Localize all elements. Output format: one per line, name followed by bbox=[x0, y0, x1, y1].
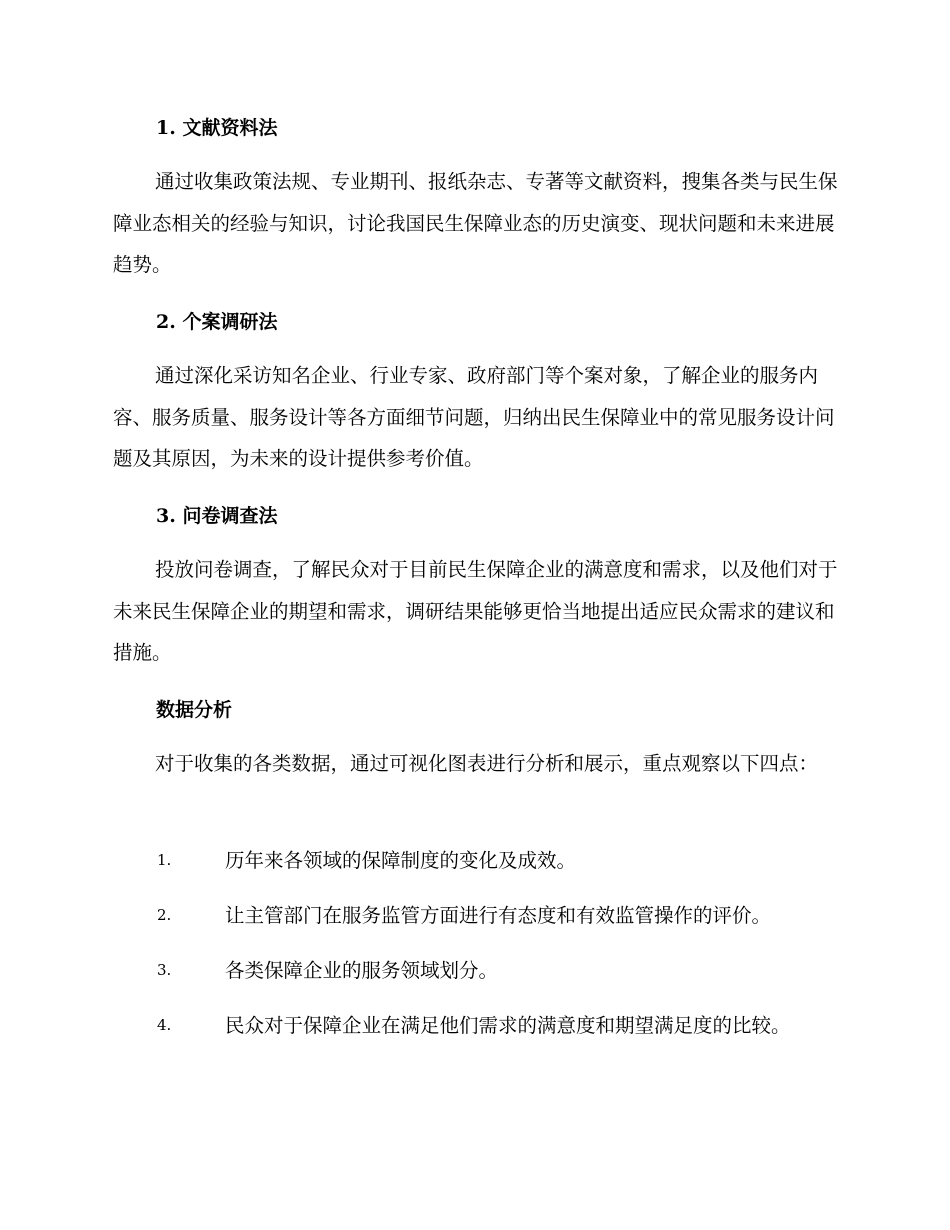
list-item-text: 历年来各领域的保障制度的变化及成效。 bbox=[225, 849, 577, 872]
list-item-text: 让主管部门在服务监管方面进行有态度和有效监管操作的评价。 bbox=[225, 904, 772, 927]
list-item-text: 各类保障企业的服务领域划分。 bbox=[225, 959, 499, 982]
list-item bbox=[113, 1005, 843, 1047]
list-item bbox=[113, 840, 843, 882]
data-analysis-intro: 对于收集的各类数据，通过可视化图表进行分析和展示，重点观察以下四点： bbox=[155, 752, 819, 775]
section-paragraph-literature: 通过收集政策法规、专业期刊、报纸杂志、专著等文献资料，搜集各类与民生保障业态相关的经验与知识，讨论我国民生保障业态的历史演变、现状问题和未来进展趋势。 bbox=[113, 170, 838, 276]
section-heading-literature: 1. 文献资料法 bbox=[156, 117, 278, 139]
section-heading-data-analysis: 数据分析 bbox=[156, 699, 233, 721]
list-item-number: 4. bbox=[157, 1016, 172, 1034]
list-item-text: 民众对于保障企业在满足他们需求的满意度和期望满足度的比较。 bbox=[225, 1014, 791, 1037]
section-heading-case-study: 2. 个案调研法 bbox=[156, 311, 278, 333]
list-item-number: 2. bbox=[157, 906, 172, 924]
section-heading-questionnaire: 3. 问卷调查法 bbox=[156, 505, 278, 527]
list-item bbox=[113, 895, 843, 937]
list-item-number: 1. bbox=[157, 851, 172, 869]
section-paragraph-questionnaire: 投放问卷调查，了解民众对于目前民生保障企业的满意度和需求，以及他们对于未来民生保障企业的期望和需求，调研结果能够更恰当地提出适应民众需求的建议和措施。 bbox=[113, 558, 838, 664]
section-paragraph-case-study: 通过深化采访知名企业、行业专家、政府部门等个案对象，了解企业的服务内容、服务质量、服务设计等各方面细节问题，归纳出民生保障业中的常见服务设计问题及其原因，为未来的设计提供参考价值。 bbox=[113, 364, 835, 470]
list-item bbox=[113, 950, 843, 992]
list-item-number: 3. bbox=[157, 961, 172, 979]
